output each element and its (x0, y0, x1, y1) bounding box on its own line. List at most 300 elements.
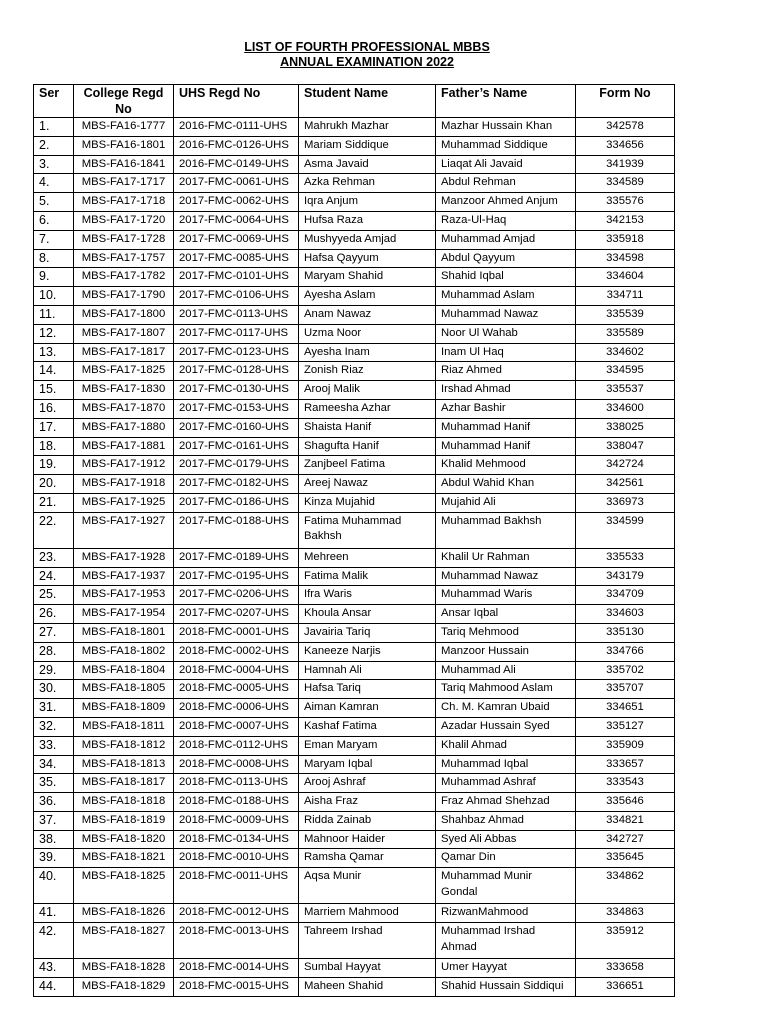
table-row (34, 493, 675, 512)
header-student-name: Student Name (299, 85, 436, 118)
cell-fathers-name: Abdul Qayyum (436, 249, 576, 268)
table-row (34, 977, 675, 996)
cell-uhs-regd-no: 2017-FMC-0113-UHS (174, 305, 299, 324)
table-row (34, 305, 675, 324)
cell-ser: 12. (34, 324, 74, 343)
table-row (34, 249, 675, 268)
cell-fathers-name: Shahid Iqbal (436, 268, 576, 287)
cell-student-name: Fatima Muhammad Bakhsh (299, 512, 436, 548)
cell-college-regd-no: MBS-FA17-1825 (74, 362, 174, 381)
table-row (34, 586, 675, 605)
cell-student-name: Maryam Iqbal (299, 755, 436, 774)
cell-fathers-name: RizwanMahmood (436, 904, 576, 923)
cell-form-no: 342724 (576, 456, 675, 475)
cell-uhs-regd-no: 2018-FMC-0014-UHS (174, 959, 299, 978)
cell-student-name: Mahnoor Haider (299, 830, 436, 849)
cell-college-regd-no: MBS-FA17-1782 (74, 268, 174, 287)
cell-fathers-name: Muhammad Bakhsh (436, 512, 576, 548)
cell-form-no: 334589 (576, 174, 675, 193)
cell-uhs-regd-no: 2017-FMC-0061-UHS (174, 174, 299, 193)
table-row (34, 155, 675, 174)
cell-fathers-name: Riaz Ahmed (436, 362, 576, 381)
cell-ser: 21. (34, 493, 74, 512)
table-row (34, 193, 675, 212)
cell-uhs-regd-no: 2017-FMC-0062-UHS (174, 193, 299, 212)
table-row (34, 680, 675, 699)
header-uhs-regd-no: UHS Regd No (174, 85, 299, 118)
table-row (34, 268, 675, 287)
cell-fathers-name: Abdul Rehman (436, 174, 576, 193)
cell-fathers-name: Muhammad Waris (436, 586, 576, 605)
cell-fathers-name: Shahbaz Ahmad (436, 811, 576, 830)
cell-uhs-regd-no: 2016-FMC-0126-UHS (174, 136, 299, 155)
cell-uhs-regd-no: 2018-FMC-0010-UHS (174, 849, 299, 868)
cell-form-no: 336651 (576, 977, 675, 996)
cell-uhs-regd-no: 2017-FMC-0064-UHS (174, 211, 299, 230)
cell-uhs-regd-no: 2017-FMC-0069-UHS (174, 230, 299, 249)
cell-fathers-name: Manzoor Ahmed Anjum (436, 193, 576, 212)
cell-uhs-regd-no: 2017-FMC-0195-UHS (174, 567, 299, 586)
cell-form-no: 333543 (576, 774, 675, 793)
cell-college-regd-no: MBS-FA17-1937 (74, 567, 174, 586)
table-row (34, 324, 675, 343)
cell-student-name: Marriem Mahmood (299, 904, 436, 923)
cell-student-name: Khoula Ansar (299, 605, 436, 624)
cell-form-no: 334600 (576, 399, 675, 418)
cell-college-regd-no: MBS-FA18-1818 (74, 793, 174, 812)
cell-college-regd-no: MBS-FA18-1825 (74, 868, 174, 904)
cell-ser: 41. (34, 904, 74, 923)
cell-ser: 4. (34, 174, 74, 193)
cell-college-regd-no: MBS-FA17-1925 (74, 493, 174, 512)
cell-college-regd-no: MBS-FA17-1717 (74, 174, 174, 193)
cell-uhs-regd-no: 2018-FMC-0112-UHS (174, 736, 299, 755)
cell-fathers-name: Muhammad Amjad (436, 230, 576, 249)
cell-student-name: Kinza Mujahid (299, 493, 436, 512)
cell-college-regd-no: MBS-FA16-1841 (74, 155, 174, 174)
cell-student-name: Arooj Malik (299, 381, 436, 400)
cell-college-regd-no: MBS-FA17-1830 (74, 381, 174, 400)
cell-ser: 7. (34, 230, 74, 249)
cell-form-no: 335918 (576, 230, 675, 249)
table-row (34, 830, 675, 849)
cell-fathers-name: Mujahid Ali (436, 493, 576, 512)
cell-form-no: 333657 (576, 755, 675, 774)
table-header-row (34, 85, 675, 118)
cell-college-regd-no: MBS-FA18-1826 (74, 904, 174, 923)
table-row (34, 959, 675, 978)
cell-fathers-name: Azadar Hussain Syed (436, 717, 576, 736)
cell-uhs-regd-no: 2018-FMC-0002-UHS (174, 642, 299, 661)
cell-ser: 16. (34, 399, 74, 418)
cell-fathers-name: Ch. M. Kamran Ubaid (436, 699, 576, 718)
table-row (34, 717, 675, 736)
cell-uhs-regd-no: 2018-FMC-0011-UHS (174, 868, 299, 904)
cell-form-no: 342727 (576, 830, 675, 849)
table-row (34, 512, 675, 548)
cell-fathers-name: Mazhar Hussain Khan (436, 118, 576, 137)
table-row (34, 399, 675, 418)
cell-form-no: 342153 (576, 211, 675, 230)
cell-college-regd-no: MBS-FA17-1757 (74, 249, 174, 268)
cell-student-name: Asma Javaid (299, 155, 436, 174)
cell-form-no: 334863 (576, 904, 675, 923)
cell-ser: 33. (34, 736, 74, 755)
cell-student-name: Ayesha Inam (299, 343, 436, 362)
cell-fathers-name: Khalil Ahmad (436, 736, 576, 755)
cell-fathers-name: Muhammad Hanif (436, 418, 576, 437)
cell-ser: 29. (34, 661, 74, 680)
cell-form-no: 334603 (576, 605, 675, 624)
cell-college-regd-no: MBS-FA17-1807 (74, 324, 174, 343)
cell-ser: 31. (34, 699, 74, 718)
cell-college-regd-no: MBS-FA16-1777 (74, 118, 174, 137)
cell-ser: 22. (34, 512, 74, 548)
table-row (34, 755, 675, 774)
cell-form-no: 335576 (576, 193, 675, 212)
cell-ser: 27. (34, 623, 74, 642)
cell-student-name: Sumbal Hayyat (299, 959, 436, 978)
cell-form-no: 334602 (576, 343, 675, 362)
cell-fathers-name: Muhammad Hanif (436, 437, 576, 456)
cell-college-regd-no: MBS-FA18-1819 (74, 811, 174, 830)
cell-student-name: Arooj Ashraf (299, 774, 436, 793)
cell-fathers-name: Muhammad Nawaz (436, 305, 576, 324)
cell-student-name: Zanjbeel Fatima (299, 456, 436, 475)
cell-student-name: Aisha Fraz (299, 793, 436, 812)
cell-college-regd-no: MBS-FA16-1801 (74, 136, 174, 155)
cell-ser: 23. (34, 548, 74, 567)
header-college-regd-no: College Regd No (74, 85, 174, 118)
cell-student-name: Aqsa Munir (299, 868, 436, 904)
table-row (34, 623, 675, 642)
student-list-table (33, 84, 675, 997)
cell-ser: 8. (34, 249, 74, 268)
cell-fathers-name: Inam Ul Haq (436, 343, 576, 362)
cell-uhs-regd-no: 2018-FMC-0015-UHS (174, 977, 299, 996)
table-row (34, 211, 675, 230)
cell-fathers-name: Muhammad Ashraf (436, 774, 576, 793)
document-title (0, 40, 734, 70)
cell-fathers-name: Tariq Mahmood Aslam (436, 680, 576, 699)
table-row (34, 362, 675, 381)
cell-form-no: 334598 (576, 249, 675, 268)
cell-form-no: 334711 (576, 287, 675, 306)
table-row (34, 811, 675, 830)
cell-college-regd-no: MBS-FA17-1953 (74, 586, 174, 605)
cell-uhs-regd-no: 2017-FMC-0206-UHS (174, 586, 299, 605)
cell-form-no: 342578 (576, 118, 675, 137)
table-row (34, 230, 675, 249)
cell-form-no: 333658 (576, 959, 675, 978)
cell-student-name: Kashaf Fatima (299, 717, 436, 736)
cell-ser: 1. (34, 118, 74, 137)
cell-student-name: Shaista Hanif (299, 418, 436, 437)
cell-uhs-regd-no: 2018-FMC-0188-UHS (174, 793, 299, 812)
cell-form-no: 334766 (576, 642, 675, 661)
cell-ser: 32. (34, 717, 74, 736)
cell-fathers-name: Ansar Iqbal (436, 605, 576, 624)
table-row (34, 136, 675, 155)
cell-uhs-regd-no: 2017-FMC-0160-UHS (174, 418, 299, 437)
cell-form-no: 335589 (576, 324, 675, 343)
header-fathers-name: Father’s Name (436, 85, 576, 118)
cell-student-name: Hufsa Raza (299, 211, 436, 230)
cell-student-name: Kaneeze Narjis (299, 642, 436, 661)
cell-uhs-regd-no: 2018-FMC-0009-UHS (174, 811, 299, 830)
cell-fathers-name: Tariq Mehmood (436, 623, 576, 642)
cell-uhs-regd-no: 2017-FMC-0101-UHS (174, 268, 299, 287)
cell-uhs-regd-no: 2017-FMC-0130-UHS (174, 381, 299, 400)
cell-college-regd-no: MBS-FA18-1804 (74, 661, 174, 680)
cell-uhs-regd-no: 2017-FMC-0186-UHS (174, 493, 299, 512)
cell-college-regd-no: MBS-FA18-1801 (74, 623, 174, 642)
cell-ser: 43. (34, 959, 74, 978)
cell-college-regd-no: MBS-FA17-1870 (74, 399, 174, 418)
table-row (34, 174, 675, 193)
cell-college-regd-no: MBS-FA17-1918 (74, 475, 174, 494)
table-row (34, 774, 675, 793)
cell-college-regd-no: MBS-FA18-1813 (74, 755, 174, 774)
cell-student-name: Shagufta Hanif (299, 437, 436, 456)
cell-uhs-regd-no: 2018-FMC-0012-UHS (174, 904, 299, 923)
cell-form-no: 335130 (576, 623, 675, 642)
cell-fathers-name: Khalid Mehmood (436, 456, 576, 475)
cell-form-no: 338047 (576, 437, 675, 456)
cell-form-no: 335909 (576, 736, 675, 755)
title-line-2: ANNUAL EXAMINATION 2022 (280, 55, 454, 69)
cell-student-name: Ayesha Aslam (299, 287, 436, 306)
cell-form-no: 336973 (576, 493, 675, 512)
cell-ser: 25. (34, 586, 74, 605)
cell-uhs-regd-no: 2018-FMC-0113-UHS (174, 774, 299, 793)
cell-form-no: 335539 (576, 305, 675, 324)
cell-ser: 26. (34, 605, 74, 624)
cell-uhs-regd-no: 2018-FMC-0008-UHS (174, 755, 299, 774)
cell-uhs-regd-no: 2017-FMC-0182-UHS (174, 475, 299, 494)
cell-student-name: Maheen Shahid (299, 977, 436, 996)
cell-student-name: Ifra Waris (299, 586, 436, 605)
cell-student-name: Hafsa Qayyum (299, 249, 436, 268)
cell-student-name: Areej Nawaz (299, 475, 436, 494)
cell-uhs-regd-no: 2017-FMC-0179-UHS (174, 456, 299, 475)
cell-uhs-regd-no: 2016-FMC-0111-UHS (174, 118, 299, 137)
cell-ser: 39. (34, 849, 74, 868)
cell-uhs-regd-no: 2017-FMC-0123-UHS (174, 343, 299, 362)
cell-college-regd-no: MBS-FA18-1802 (74, 642, 174, 661)
cell-college-regd-no: MBS-FA17-1718 (74, 193, 174, 212)
cell-ser: 13. (34, 343, 74, 362)
cell-fathers-name: Muhammad Iqbal (436, 755, 576, 774)
cell-uhs-regd-no: 2017-FMC-0161-UHS (174, 437, 299, 456)
cell-college-regd-no: MBS-FA18-1827 (74, 923, 174, 959)
cell-uhs-regd-no: 2017-FMC-0189-UHS (174, 548, 299, 567)
cell-fathers-name: Muhammad Ali (436, 661, 576, 680)
cell-uhs-regd-no: 2018-FMC-0005-UHS (174, 680, 299, 699)
table-row (34, 456, 675, 475)
cell-student-name: Anam Nawaz (299, 305, 436, 324)
cell-fathers-name: Muhammad Munir Gondal (436, 868, 576, 904)
cell-ser: 15. (34, 381, 74, 400)
table-row (34, 287, 675, 306)
cell-student-name: Tahreem Irshad (299, 923, 436, 959)
cell-fathers-name: Liaqat Ali Javaid (436, 155, 576, 174)
cell-student-name: Uzma Noor (299, 324, 436, 343)
cell-college-regd-no: MBS-FA18-1817 (74, 774, 174, 793)
cell-form-no: 335645 (576, 849, 675, 868)
cell-form-no: 335912 (576, 923, 675, 959)
cell-uhs-regd-no: 2018-FMC-0013-UHS (174, 923, 299, 959)
cell-ser: 3. (34, 155, 74, 174)
cell-ser: 20. (34, 475, 74, 494)
cell-form-no: 334599 (576, 512, 675, 548)
table-row (34, 605, 675, 624)
cell-ser: 38. (34, 830, 74, 849)
cell-ser: 24. (34, 567, 74, 586)
cell-fathers-name: Abdul Wahid Khan (436, 475, 576, 494)
cell-college-regd-no: MBS-FA18-1805 (74, 680, 174, 699)
cell-college-regd-no: MBS-FA17-1928 (74, 548, 174, 567)
table-row (34, 437, 675, 456)
cell-student-name: Azka Rehman (299, 174, 436, 193)
table-body (34, 118, 675, 997)
title-line-1: LIST OF FOURTH PROFESSIONAL MBBS (244, 40, 490, 54)
cell-form-no: 335537 (576, 381, 675, 400)
cell-college-regd-no: MBS-FA17-1880 (74, 418, 174, 437)
cell-student-name: Maryam Shahid (299, 268, 436, 287)
table-row (34, 793, 675, 812)
cell-form-no: 335127 (576, 717, 675, 736)
table-row (34, 923, 675, 959)
table-row (34, 904, 675, 923)
cell-form-no: 335702 (576, 661, 675, 680)
cell-college-regd-no: MBS-FA17-1954 (74, 605, 174, 624)
cell-ser: 5. (34, 193, 74, 212)
cell-fathers-name: Noor Ul Wahab (436, 324, 576, 343)
cell-college-regd-no: MBS-FA17-1728 (74, 230, 174, 249)
cell-form-no: 342561 (576, 475, 675, 494)
cell-student-name: Aiman Kamran (299, 699, 436, 718)
cell-student-name: Mehreen (299, 548, 436, 567)
cell-ser: 2. (34, 136, 74, 155)
cell-uhs-regd-no: 2018-FMC-0134-UHS (174, 830, 299, 849)
cell-student-name: Ramsha Qamar (299, 849, 436, 868)
cell-college-regd-no: MBS-FA17-1817 (74, 343, 174, 362)
cell-fathers-name: Muhammad Nawaz (436, 567, 576, 586)
cell-uhs-regd-no: 2018-FMC-0007-UHS (174, 717, 299, 736)
cell-fathers-name: Irshad Ahmad (436, 381, 576, 400)
table-row (34, 661, 675, 680)
cell-fathers-name: Raza-Ul-Haq (436, 211, 576, 230)
cell-college-regd-no: MBS-FA17-1720 (74, 211, 174, 230)
cell-uhs-regd-no: 2016-FMC-0149-UHS (174, 155, 299, 174)
cell-fathers-name: Umer Hayyat (436, 959, 576, 978)
cell-ser: 28. (34, 642, 74, 661)
cell-uhs-regd-no: 2018-FMC-0001-UHS (174, 623, 299, 642)
table-row (34, 736, 675, 755)
cell-college-regd-no: MBS-FA17-1790 (74, 287, 174, 306)
table-row (34, 548, 675, 567)
cell-ser: 6. (34, 211, 74, 230)
cell-uhs-regd-no: 2017-FMC-0117-UHS (174, 324, 299, 343)
cell-college-regd-no: MBS-FA17-1881 (74, 437, 174, 456)
header-ser: Ser (34, 85, 74, 118)
table-row (34, 868, 675, 904)
cell-fathers-name: Muhammad Irshad Ahmad (436, 923, 576, 959)
cell-student-name: Eman Maryam (299, 736, 436, 755)
cell-fathers-name: Muhammad Aslam (436, 287, 576, 306)
cell-fathers-name: Manzoor Hussain (436, 642, 576, 661)
cell-college-regd-no: MBS-FA18-1829 (74, 977, 174, 996)
cell-uhs-regd-no: 2018-FMC-0004-UHS (174, 661, 299, 680)
table-row (34, 475, 675, 494)
cell-student-name: Ridda Zainab (299, 811, 436, 830)
cell-student-name: Mariam Siddique (299, 136, 436, 155)
cell-fathers-name: Azhar Bashir (436, 399, 576, 418)
cell-college-regd-no: MBS-FA18-1809 (74, 699, 174, 718)
cell-student-name: Mushyyeda Amjad (299, 230, 436, 249)
table-row (34, 699, 675, 718)
table-row (34, 118, 675, 137)
cell-ser: 36. (34, 793, 74, 812)
cell-form-no: 338025 (576, 418, 675, 437)
cell-college-regd-no: MBS-FA18-1828 (74, 959, 174, 978)
table-row (34, 418, 675, 437)
cell-form-no: 334604 (576, 268, 675, 287)
cell-ser: 18. (34, 437, 74, 456)
cell-form-no: 335646 (576, 793, 675, 812)
cell-college-regd-no: MBS-FA17-1912 (74, 456, 174, 475)
cell-ser: 17. (34, 418, 74, 437)
cell-ser: 42. (34, 923, 74, 959)
cell-uhs-regd-no: 2017-FMC-0106-UHS (174, 287, 299, 306)
cell-student-name: Iqra Anjum (299, 193, 436, 212)
cell-form-no: 335707 (576, 680, 675, 699)
cell-ser: 44. (34, 977, 74, 996)
cell-fathers-name: Shahid Hussain Siddiqui (436, 977, 576, 996)
cell-uhs-regd-no: 2017-FMC-0188-UHS (174, 512, 299, 548)
cell-college-regd-no: MBS-FA17-1800 (74, 305, 174, 324)
cell-uhs-regd-no: 2017-FMC-0207-UHS (174, 605, 299, 624)
cell-college-regd-no: MBS-FA18-1812 (74, 736, 174, 755)
cell-form-no: 335533 (576, 548, 675, 567)
cell-fathers-name: Fraz Ahmad Shehzad (436, 793, 576, 812)
cell-form-no: 334656 (576, 136, 675, 155)
cell-college-regd-no: MBS-FA18-1820 (74, 830, 174, 849)
cell-fathers-name: Syed Ali Abbas (436, 830, 576, 849)
cell-student-name: Javairia Tariq (299, 623, 436, 642)
cell-ser: 10. (34, 287, 74, 306)
cell-form-no: 334651 (576, 699, 675, 718)
cell-ser: 19. (34, 456, 74, 475)
header-form-no: Form No (576, 85, 675, 118)
cell-ser: 11. (34, 305, 74, 324)
cell-ser: 9. (34, 268, 74, 287)
cell-form-no: 343179 (576, 567, 675, 586)
cell-college-regd-no: MBS-FA18-1811 (74, 717, 174, 736)
table-row (34, 642, 675, 661)
table-row (34, 849, 675, 868)
cell-uhs-regd-no: 2018-FMC-0006-UHS (174, 699, 299, 718)
cell-form-no: 334862 (576, 868, 675, 904)
cell-ser: 30. (34, 680, 74, 699)
cell-ser: 35. (34, 774, 74, 793)
cell-ser: 34. (34, 755, 74, 774)
cell-form-no: 334709 (576, 586, 675, 605)
cell-student-name: Mahrukh Mazhar (299, 118, 436, 137)
cell-ser: 37. (34, 811, 74, 830)
cell-ser: 14. (34, 362, 74, 381)
